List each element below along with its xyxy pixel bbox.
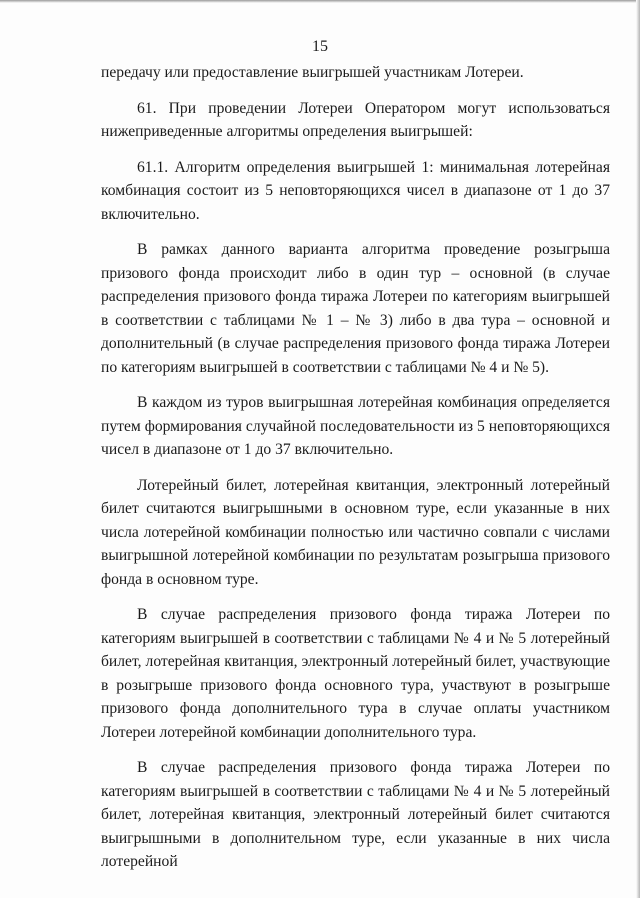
paragraph-main-round-winners: Лотерейный билет, лотерейная квитанция, электронный лотерейный билет считаются выигрышными в основном туре, если указанные в них числа лотерейной комбинации полностью или частично совпали с числами выигрышной лотерейной комбинации по результатам розыгрыша призового фонда в основном туре. [101,476,610,588]
scan-edge-top [0,0,640,3]
scan-edge-right [636,0,640,898]
document-body [101,61,610,886]
paragraph-winning-combination: В каждом из туров выигрышная лотерейная комбинация определяется путем формирования случайной последовательности из 5 неповторяющихся чисел в диапазоне от 1 до 37 включительно. [101,394,610,458]
paragraph-clause-61: 61. При проведении Лотереи Оператором могут использоваться нижеприведенные алгоритмы определения выигрышей: [101,99,610,140]
paragraph-additional-round-participation: В случае распределения призового фонда тиража Лотереи по категориям выигрышей в соответствии с таблицами № 4 и № 5 лотерейный билет, лотерейная квитанция, электронный лотерейный билет, участвующие в розыгрыше призового фонда основного тура, участвуют в розыгрыше призового фонда дополнительного тура в случае оплаты участником Лотереи лотерейной комбинации дополнительного тура. [101,606,610,741]
paragraph-clause-61-1: 61.1. Алгоритм определения выигрышей 1: минимальная лотерейная комбинация состоит из 5 неповторяющихся чисел в диапазоне от 1 до 37 включительно. [101,158,610,223]
paragraph-additional-round-winners: В случае распределения призового фонда тиража Лотереи по категориям выигрышей в соответствии с таблицами № 4 и № 5 лотерейный билет, лотерейная квитанция, электронный лотерейный билет считаются выигрышными в дополнительном туре, если указанные в них числа лотерейной [101,759,610,870]
paragraph-rounds-description: В рамках данного варианта алгоритма проведение розыгрыша призового фонда происходит либо в один тур – основной (в случае распределения призового фонда тиража Лотереи по категориям выигрышей в соответствии с таблицами № 1 – № 3) либо в два тура – основной и дополнительный (в случае распределения призового фонда тиража Лотереи по категориям выигрышей в соответствии с таблицами № 4 и № 5). [101,241,610,376]
page-number: 15 [312,38,328,55]
paragraph-continuation: передачу или предоставление выигрышей участникам Лотереи. [101,64,524,81]
